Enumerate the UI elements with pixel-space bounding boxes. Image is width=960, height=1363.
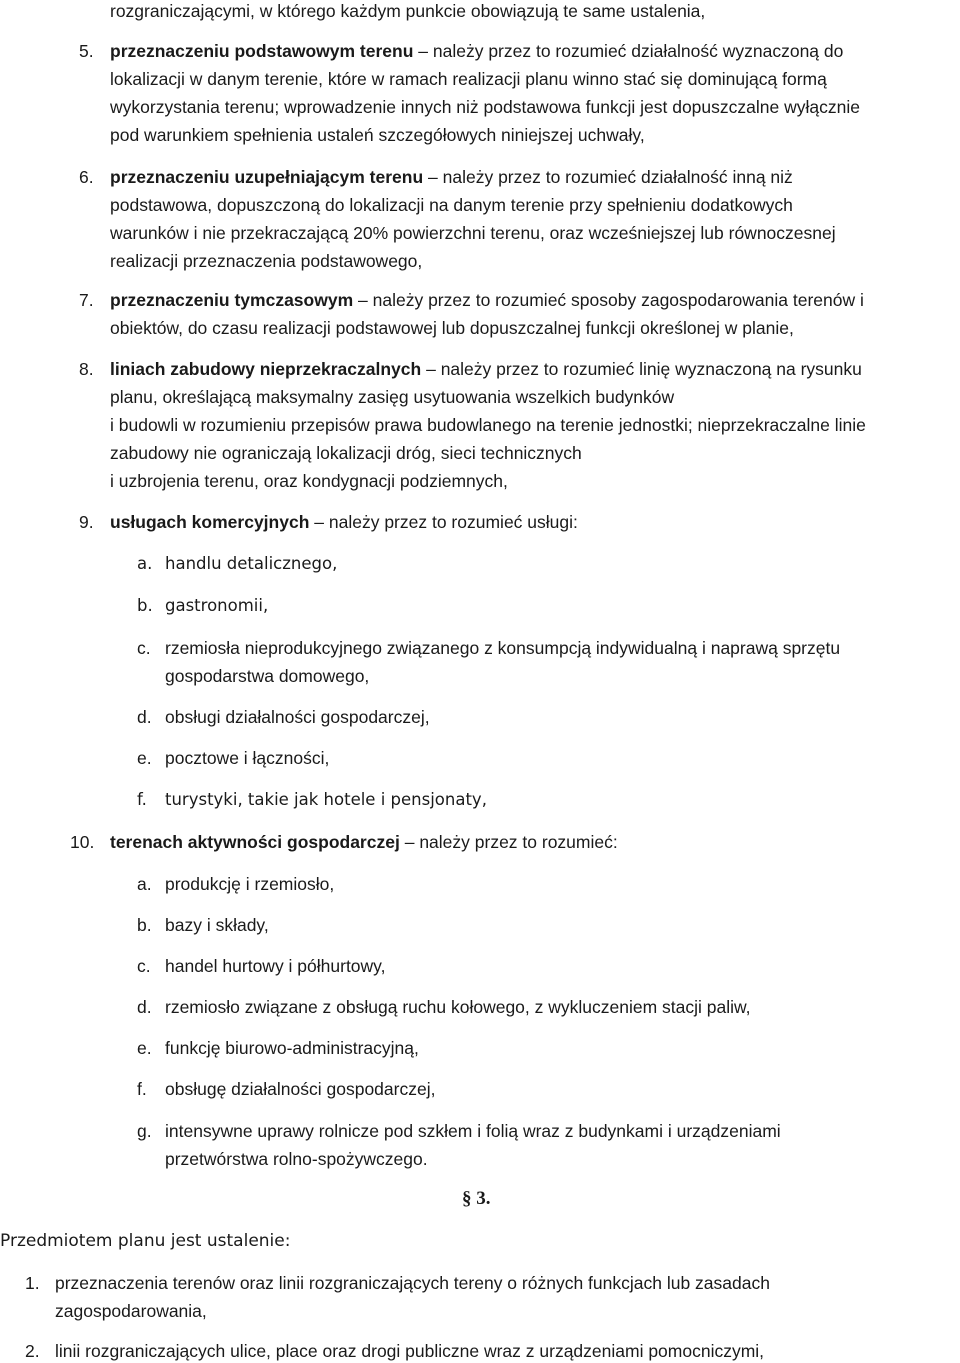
list-item-text: obsługi działalności gospodarczej, xyxy=(165,707,430,727)
definition-number: 5. xyxy=(79,41,94,61)
list-item-text: przetwórstwa rolno-spożywczego. xyxy=(165,1149,428,1169)
list-item-text: funkcję biurowo-administracyjną, xyxy=(165,1038,419,1058)
list-item-text: produkcję i rzemiosło, xyxy=(165,874,335,894)
subject-text: linii rozgraniczających ulice, place oraz drogi publiczne wraz z urządzeniami pomocniczymi, xyxy=(55,1341,765,1361)
definition-text: należy przez to rozumieć działalność wyznaczoną do xyxy=(432,41,844,61)
definition-first-line xyxy=(110,40,843,62)
dash: – xyxy=(428,167,438,187)
intro-line: rozgraniczającymi, w którego każdym punkcie obowiązują te same ustalenia, xyxy=(110,1,706,21)
list-item-text: handlu detalicznego, xyxy=(165,554,338,573)
list-item-text: obsługę działalności gospodarczej, xyxy=(165,1079,436,1099)
subject-number: 1. xyxy=(25,1273,40,1293)
definition-text: należy przez to rozumieć sposoby zagospodarowania terenów i xyxy=(372,290,864,310)
list-item-text: intensywne uprawy rolnicze pod szkłem i folią wraz z budynkami i urządzeniami xyxy=(165,1121,781,1141)
definition-text: zabudowy nie ograniczają lokalizacji dróg, sieci technicznych xyxy=(110,443,582,463)
list-item-letter: e. xyxy=(137,1038,152,1058)
definition-number: 8. xyxy=(79,359,94,379)
definition-number: 10. xyxy=(70,832,95,852)
list-item-text: rzemiosła nieprodukcyjnego związanego z konsumpcją indywidualną i naprawą sprzętu xyxy=(165,638,841,658)
list-item-letter: a. xyxy=(137,554,153,573)
section-heading: § 3. xyxy=(462,1188,491,1209)
definition-number: 6. xyxy=(79,167,94,187)
definition-term: liniach zabudowy nieprzekraczalnych xyxy=(110,359,422,379)
definition-text: warunków i nie przekraczającą 20% powierzchni terenu, oraz wcześniejszej lub równoczesnej xyxy=(110,223,836,243)
definition-text: podstawowa, dopuszczoną do lokalizacji na danym terenie przy spełnieniu dodatkowych xyxy=(110,195,793,215)
dash: – xyxy=(404,832,415,852)
dash: – xyxy=(314,512,324,532)
definition-text: planu, określającą maksymalny zasięg usytuowania wszelkich budynków xyxy=(110,387,675,407)
definition-first-line xyxy=(110,511,578,533)
dash: – xyxy=(418,41,428,61)
definition-text: obiektów, do czasu realizacji podstawowej lub dopuszczalnej funkcji określonej w planie, xyxy=(110,318,794,338)
definition-text: i budowli w rozumieniu przepisów prawa budowlanego na terenie jednostki; nieprzekraczalne linie xyxy=(110,415,866,435)
list-item-letter: c. xyxy=(137,638,151,658)
list-item-text: handel hurtowy i półhurtowy, xyxy=(165,956,386,976)
subject-number: 2. xyxy=(25,1341,40,1361)
definition-number: 7. xyxy=(79,290,94,310)
list-item-letter: f. xyxy=(137,790,147,809)
definition-first-line xyxy=(110,831,618,853)
list-item-text: gospodarstwa domowego, xyxy=(165,666,370,686)
definition-text: należy przez to rozumieć linię wyznaczoną na rysunku xyxy=(440,359,862,379)
definition-term: przeznaczeniu uzupełniającym terenu xyxy=(110,167,424,187)
dash: – xyxy=(358,290,368,310)
list-item-letter: d. xyxy=(137,997,152,1017)
definition-term: przeznaczeniu tymczasowym xyxy=(110,290,354,310)
definition-first-line xyxy=(110,289,864,311)
list-item-text: bazy i składy, xyxy=(165,915,269,935)
definition-term: terenach aktywności gospodarczej xyxy=(110,832,400,852)
definition-term: usługach komercyjnych xyxy=(110,512,310,532)
list-item-letter: b. xyxy=(137,915,152,935)
subject-text: przeznaczenia terenów oraz linii rozgraniczających tereny o różnych funkcjach lub zasadach xyxy=(55,1273,770,1293)
definition-number: 9. xyxy=(79,512,94,532)
subject-text: zagospodarowania, xyxy=(55,1301,207,1321)
list-item-letter: c. xyxy=(137,956,151,976)
list-item-letter: f. xyxy=(137,1079,147,1099)
list-item-letter: g. xyxy=(137,1121,152,1141)
definition-text: wykorzystania terenu; wprowadzenie innych niż podstawowa funkcji jest dopuszczalne wyłącznie xyxy=(110,97,860,117)
list-item-letter: e. xyxy=(137,748,152,768)
list-item-letter: d. xyxy=(137,707,152,727)
list-item-text: rzemiosło związane z obsługą ruchu kołowego, z wykluczeniem stacji paliw, xyxy=(165,997,751,1017)
list-item-letter: b. xyxy=(137,596,153,615)
definition-text: realizacji przeznaczenia podstawowego, xyxy=(110,251,423,271)
list-item-letter: a. xyxy=(137,874,152,894)
definition-first-line xyxy=(110,166,793,188)
definition-text: lokalizacji w danym terenie, które w ramach realizacji planu winno stać się dominującą formą xyxy=(110,69,827,89)
definition-text: należy przez to rozumieć usługi: xyxy=(328,512,578,532)
list-item-text: gastronomii, xyxy=(165,596,269,615)
definition-term: przeznaczeniu podstawowym terenu xyxy=(110,41,414,61)
definition-text: należy przez to rozumieć działalność inną niż xyxy=(442,167,793,187)
definition-text: i uzbrojenia terenu, oraz kondygnacji podziemnych, xyxy=(110,471,508,491)
list-item-text: pocztowe i łączności, xyxy=(165,748,330,768)
list-item-text: turystyki, takie jak hotele i pensjonaty, xyxy=(165,790,487,809)
section-intro: Przedmiotem planu jest ustalenie: xyxy=(0,1231,291,1251)
dash: – xyxy=(426,359,436,379)
definition-text: należy przez to rozumieć: xyxy=(419,832,618,852)
definition-text: pod warunkiem spełnienia ustaleń szczegółowych niniejszej uchwały, xyxy=(110,125,645,145)
definition-first-line xyxy=(110,358,862,380)
